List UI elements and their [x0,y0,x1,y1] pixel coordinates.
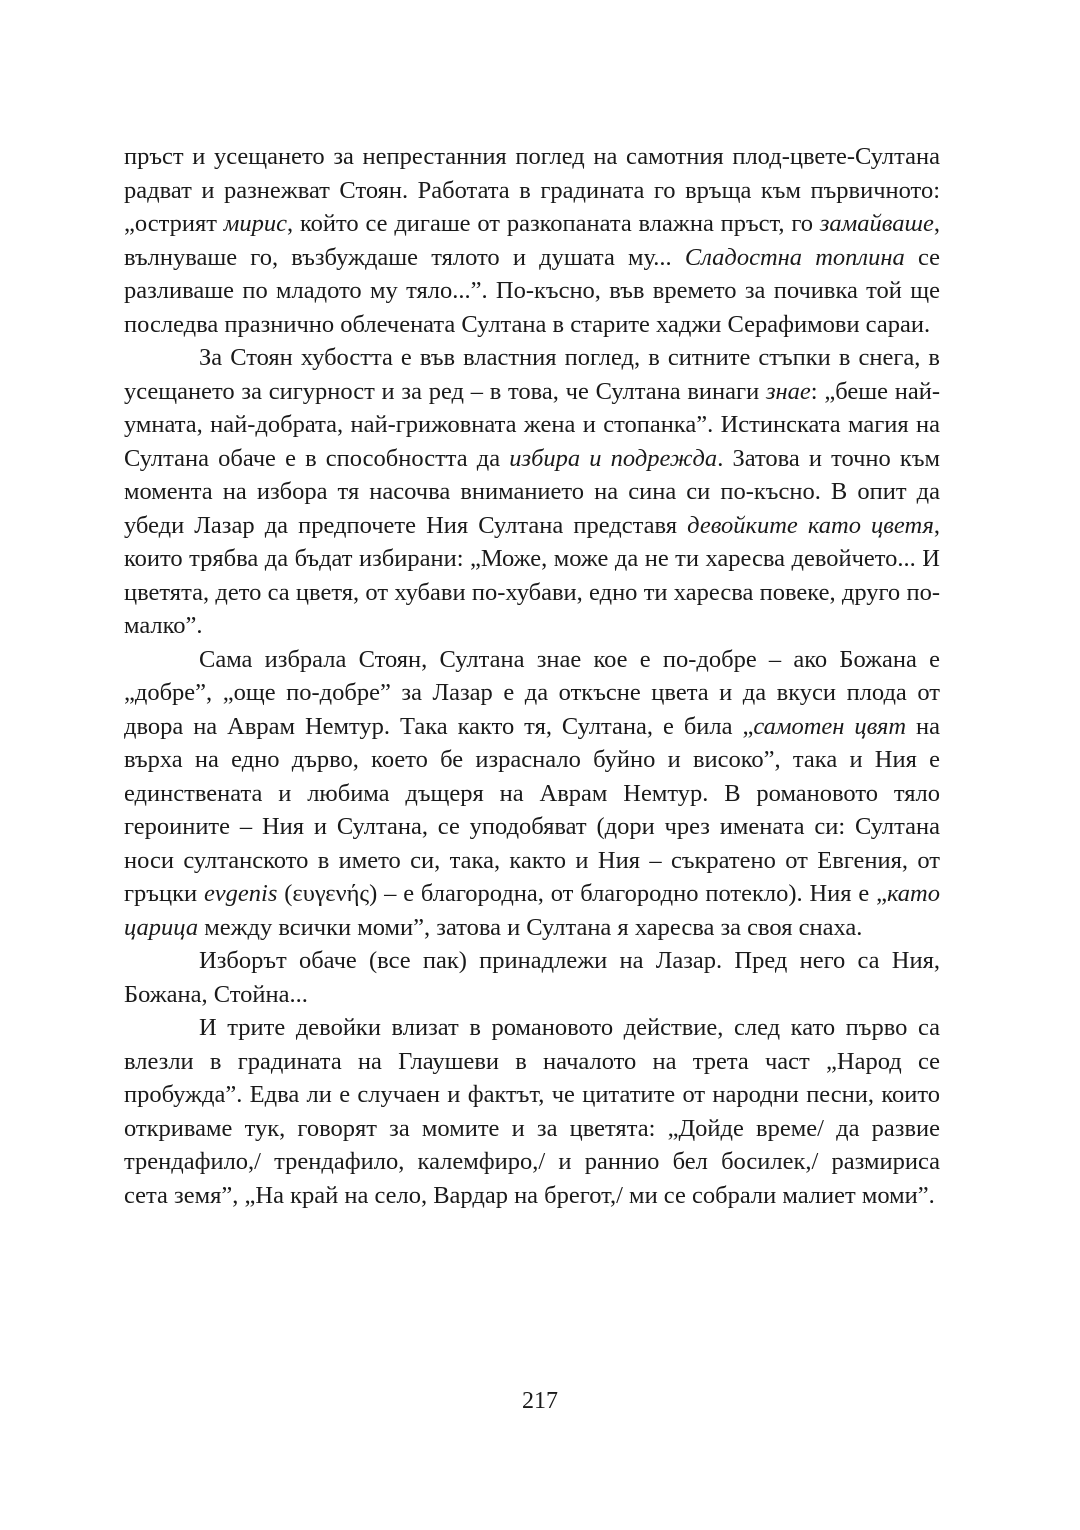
text-run: : „беше най-умната, най-добрата, най-грижовната жена и стопанка”. Истинската магия на Султана обаче е в способността да [124,377,940,472]
text-run-italic: Сладостна топлина [684,243,905,271]
text-run: Сама избрала Стоян, Султана знае кое е по-добре – ако Божана е „добре”, „още по-добре” за Лазар е да откъсне цвета и да вкуси плода от двора на Аврам Немтур. Така както тя, Султана, е била „ [124,645,940,740]
text-run: , които трябва да бъдат избирани: „Може, може да не ти харесва девойчето... И цветята, дето са цветя, от хубави по-хубави, едно ти харесва повеке, друго по-малко”. [124,511,940,639]
page-number: 217 [522,1388,558,1414]
text-run: (ευγενής) – е благородна, от благородно потекло). Ния е „ [277,880,887,907]
page-body [124,140,940,1212]
body-text [124,140,940,1212]
text-run-italic: като царица [124,880,940,941]
paragraph-1 [124,140,940,341]
text-run: се разливаше по младото му тяло...”. По-късно, във времето за почивка той ще последва празнично облечената Султана в старите хаджи Серафимови сараи. [124,243,940,338]
text-run: на върха на едно дърво, което бе израснало буйно и високо”, така и Ния е единствената и любима дъщеря на Аврам Немтур. В романовото тяло героините – Ния и Султана, се уподобяват (дори чрез имената си: Султана носи султанското в името си, така, както и Ния – съкратено от Евгения, от гръцки [124,712,940,907]
text-run-italic: мирис [223,210,288,237]
text-run-italic: девойките като цветя [687,511,934,539]
text-run: За Стоян хубостта е във властния поглед, в ситните стъпки в снега, в усещането за сигурност и за ред – в това, че Султана винаги [124,344,940,405]
text-run-italic: избира и подрежда [509,444,718,472]
text-run: пръст и усещането за непрестанния поглед на самотния плод-цвете-Султана радват и разнежват Стоян. Работата в градината го връща към първичното: „острият [124,143,940,237]
text-run-italic: замайваше [819,210,934,237]
text-run: между всички моми”, затова и Султана я харесва за своя снаха. [198,913,863,941]
paragraph-2 [124,341,940,643]
text-run: . Затова и точно към момента на избора тя насочва вниманието на сина си по-късно. В опит да убеди Лазар да предпочете Ния Султана представя [124,444,940,539]
paragraph-3 [124,643,940,945]
text-run: , който се дигаше от разкопаната влажна пръст, го [287,210,820,237]
text-run-italic: знае [765,377,811,405]
text-run: И трите девойки влизат в романовото действие, след като първо са влезли в градината на Глаушеви в началото на трета част „Народ се пробужда”. Едва ли е случаен и фактът, че цитатите от народни песни, които откриваме тук, говорят за момите и за цветята: „Дойде време/ да развие трендафило,/ трендафило, калемфиро,/ и раннио бел босилек,/ размириса сета земя”, „На край на село, Вардар на брегот,/ ми се собрали малиет моми”. [124,1014,940,1209]
paragraph-5 [124,1011,940,1212]
text-run: , вълнуваше го, възбуждаше тялото и душата му... [124,210,940,271]
text-run-italic: evgenis [203,880,278,907]
paragraph-4 [124,944,940,1011]
text-run: Изборът обаче (все пак) принадлежи на Лазар. Пред него са Ния, Божана, Стойна... [124,947,940,1008]
text-run-italic: самотен цвят [753,712,907,740]
